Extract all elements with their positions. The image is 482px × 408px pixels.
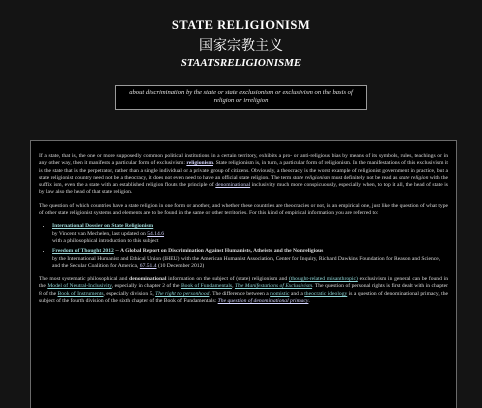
text-segment: , especially in chapter 2 of the bbox=[111, 283, 181, 290]
text-segment: is a question of denominational primacy, the subject of the fourth division of the sixth chapter of the Book of Fundamentals: bbox=[39, 290, 448, 305]
page-header bbox=[0, 0, 482, 69]
text-segment: by the International Humanist and Ethical Union (IHEU) with the American Humanist Association, Center for Inquiry, Richard Dawkins Foundation for Reason and Science, and the Secular Coalition for America, bbox=[52, 255, 441, 269]
list-item bbox=[52, 248, 448, 270]
text-segment: exclusivism in general can be found in the bbox=[39, 276, 448, 290]
text-segment: with a philosophical introduction to this subject bbox=[52, 237, 159, 244]
denominational-link[interactable]: denominational bbox=[215, 182, 251, 189]
text-segment: inclusivity much more conspicuously, especially when, to top it all, the head of state is by law also the head of that state religion. bbox=[39, 182, 448, 196]
subtitle-box: about discrimination by the state or state exclusionism or exclusivism on the basis of religion or irreligion bbox=[115, 85, 367, 110]
text-segment: by Vincent van Mechelen, last updated on bbox=[52, 230, 148, 237]
text-segment: and a bbox=[289, 290, 305, 297]
right-personhood-link[interactable]: The right to personhood bbox=[155, 290, 210, 297]
text-segment: , especially division 5, bbox=[103, 290, 156, 297]
text-segment: The most systematic philosophical and bbox=[39, 276, 130, 283]
reference-list bbox=[39, 223, 448, 270]
text-segment: (10 December 2012) bbox=[156, 262, 205, 269]
book-fundamentals-link[interactable]: Book of Fundamentals bbox=[180, 283, 233, 290]
report-date-link[interactable]: 67.51.4 bbox=[139, 262, 157, 269]
systematic-paragraph bbox=[39, 276, 448, 305]
freedom-of-thought-link[interactable]: Freedom of Thought 2012 bbox=[52, 248, 114, 255]
text-segment: with the suffix ism, even the a state with an established religion flouts the principle of bbox=[39, 174, 448, 189]
text-segment: If a state, that is, the one or more supposedly common political institutions in a certain territory, exhibits a pro- or anti-religious bias by means of its symbols, rules, teachings or in any other way, then it manifests a particular form of exclusivism: bbox=[39, 153, 448, 167]
italic-term: state religionism bbox=[292, 174, 330, 181]
text-segment: . The difference between a bbox=[209, 290, 271, 297]
thought-related-link[interactable]: (thought-related misanthropic) bbox=[288, 276, 358, 283]
dossier-link[interactable]: International Dossier on State Religionism bbox=[52, 223, 154, 230]
text-segment: . bbox=[308, 298, 310, 305]
nomistic-link[interactable]: nomistic bbox=[270, 290, 290, 297]
manifestations-link[interactable]: The Manifestations of Exclusivism bbox=[234, 283, 313, 290]
bold-term: denominational bbox=[129, 276, 167, 283]
empirical-paragraph: The question of which countries have a state religion in one form or another, and whether these countries are theocracies or not, is an empirical one, just like the question of what type of other state religionist systems and elements are to be found in the same or other territories. For this kind of empirical information you are referred to: bbox=[39, 202, 448, 217]
text-segment: must definitely not be read as bbox=[329, 174, 399, 181]
main-content[interactable] bbox=[30, 140, 457, 408]
religionism-link[interactable]: religionism bbox=[186, 160, 213, 167]
model-link[interactable]: Model of Neutral-Inclusivity bbox=[47, 283, 112, 290]
text-segment: information on the subject of (state) religionism and bbox=[166, 276, 289, 283]
intro-paragraph bbox=[39, 153, 448, 197]
text-segment: , bbox=[232, 283, 235, 290]
book-instruments-link[interactable]: Book of Instruments bbox=[57, 290, 104, 297]
italic-term: state religion bbox=[398, 174, 429, 181]
report-title-rest: -- A Global Report on Discrimination Against Humanists, Atheists and the Nonreligious bbox=[113, 248, 324, 255]
denominational-primacy-link[interactable]: The question of denominational primacy bbox=[217, 298, 309, 305]
page-title-german: STAATSRELIGIONISME bbox=[180, 57, 302, 69]
list-item bbox=[52, 223, 448, 245]
theocratic-ideology-link[interactable]: theocratic ideology bbox=[304, 290, 348, 297]
dossier-date-link[interactable]: 54.14.6 bbox=[147, 230, 165, 237]
text-segment: . The question of personal rights is first dealt with in chapter 8 of the bbox=[39, 283, 448, 297]
page-title-english: STATE RELIGIONISM bbox=[171, 18, 311, 32]
page-title-chinese: 国家宗教主义 bbox=[199, 38, 283, 54]
text-segment: . State religionism is, in turn, a particular form of religionism. In the manifestations of this exclusivism it is the state that is the perpetrator, rather than a single individual or a private group of citizens. Obviously, a theocracy is the worst example of religionist government in practice, but a state religionist country need not be a theocracy, it does not even need to have an official state religion. The term bbox=[39, 160, 448, 181]
